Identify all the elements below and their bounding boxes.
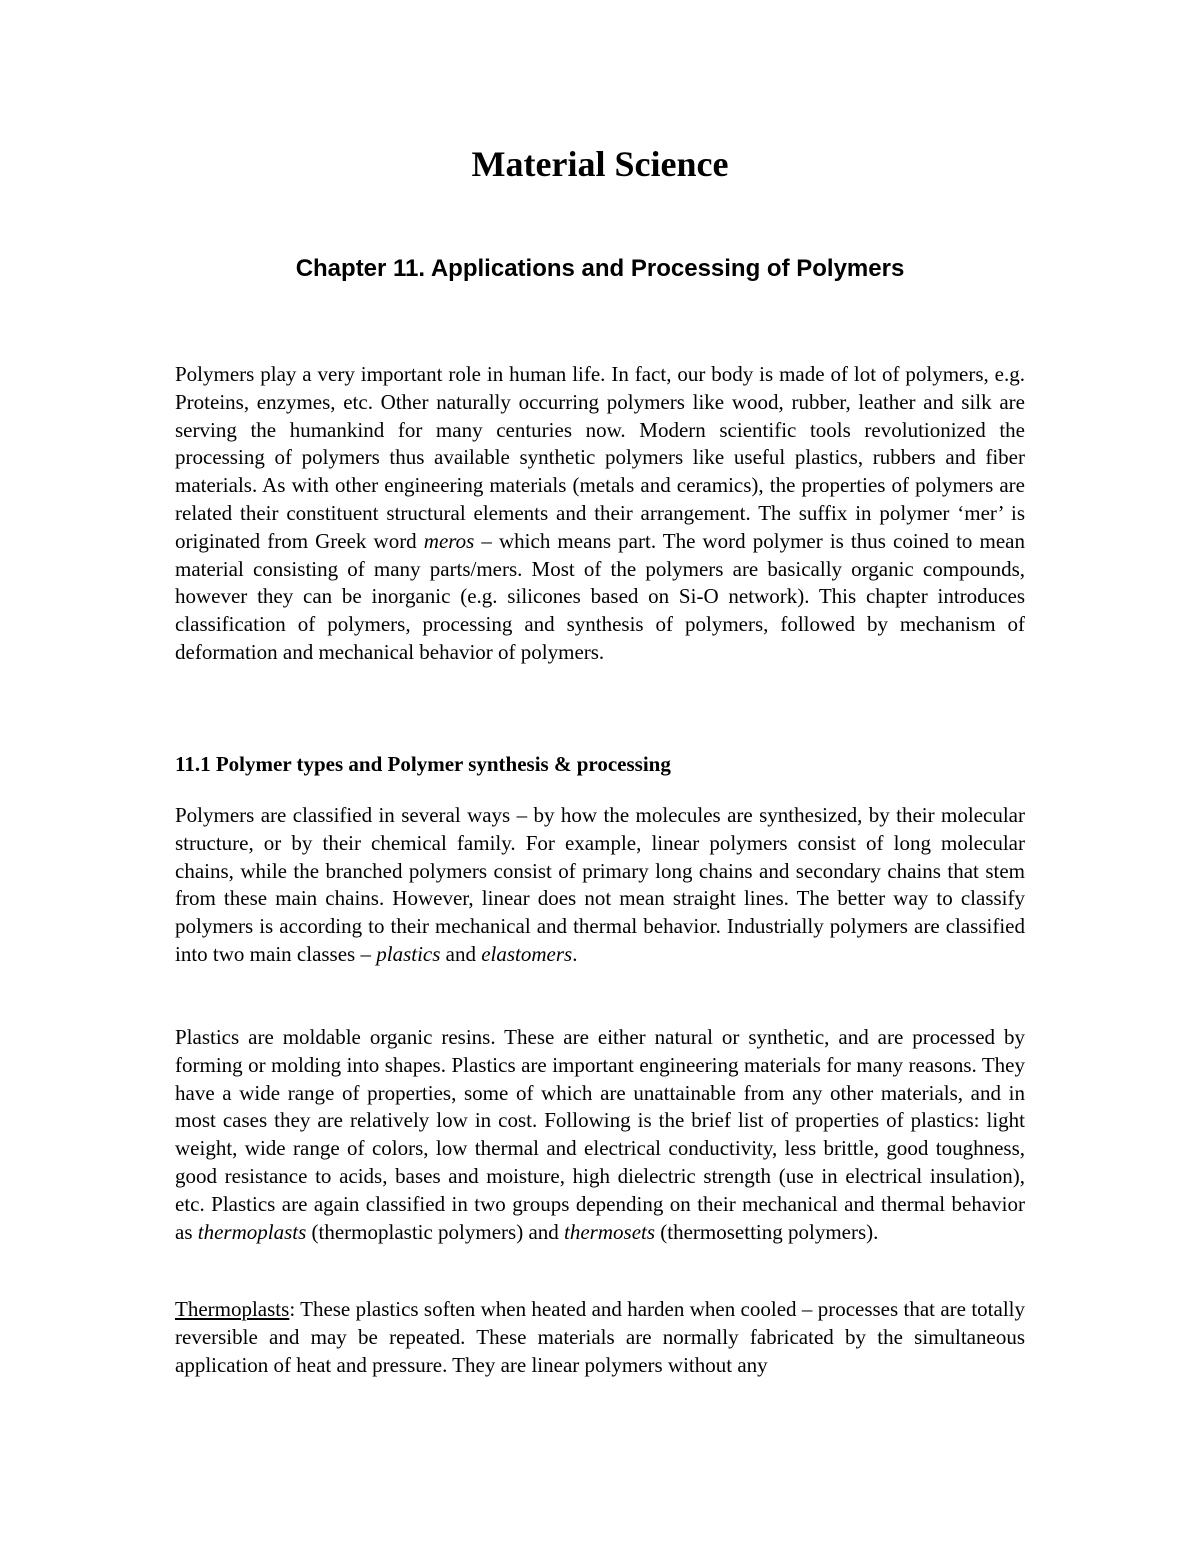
classification-paragraph	[175, 802, 1025, 969]
classification-italic-plastics: plastics	[376, 941, 441, 966]
thermoplasts-text: : These plastics soften when heated and harden when cooled – processes that are totally reversible and may be repeated. These materials are normally fabricated by the simultaneous application of heat and pressure. They are linear polymers without any	[175, 1297, 1025, 1377]
classification-and: and	[440, 941, 482, 966]
thermoplasts-term: Thermoplasts	[175, 1297, 290, 1321]
chapter-title: Chapter 11. Applications and Processing of Polymers	[295, 255, 905, 282]
plastics-paragraph	[175, 1024, 1025, 1246]
plastics-end: (thermosetting polymers).	[655, 1219, 879, 1244]
plastics-italic-thermosets: thermosets	[564, 1219, 656, 1244]
classification-text: Polymers are classified in several ways – by how the molecules are synthesized, by their molecular structure, or by their chemical family. For example, linear polymers consist of long molecular chains, while the branched polymers consist of primary long chains and secondary chains that stem from these main chains. However, linear does not mean straight lines. The better way to classify polymers is according to their mechanical and thermal behavior. Industrially polymers are classified into two main classes –	[175, 803, 1025, 966]
intro-paragraph	[175, 361, 1025, 667]
intro-italic-meros: meros	[423, 528, 475, 553]
classification-italic-elastomers: elastomers	[481, 941, 573, 966]
document-title: Material Science	[471, 144, 729, 184]
classification-end: .	[572, 941, 578, 966]
thermoplasts-paragraph	[175, 1296, 1025, 1379]
plastics-mid: (thermoplastic polymers) and	[306, 1219, 565, 1244]
intro-text-part2: – which means part. The word polymer is thus coined to mean material consisting of many parts/mers. Most of the polymers are basically organic compounds, however they can be inorganic (e.g. silicones based on Si-O network). This chapter introduces classification of polymers, processing and synthesis of polymers, followed by mechanism of deformation and mechanical behavior of polymers.	[175, 528, 1025, 664]
section-heading: 11.1 Polymer types and Polymer synthesis & processing	[175, 752, 671, 776]
intro-text-part1: Polymers play a very important role in human life. In fact, our body is made of lot of polymers, e.g. Proteins, enzymes, etc. Other naturally occurring polymers like wood, rubber, leather and silk are serving the humankind for many centuries now. Modern scientific tools revolutionized the processing of polymers thus available synthetic polymers like useful plastics, rubbers and fiber materials. As with other engineering materials (metals and ceramics), the properties of polymers are related their constituent structural elements and their arrangement. The suffix in polymer ‘mer’ is originated from Greek word	[175, 362, 1025, 553]
plastics-italic-thermoplasts: thermoplasts	[197, 1219, 307, 1244]
plastics-text: Plastics are moldable organic resins. These are either natural or synthetic, and are processed by forming or molding into shapes. Plastics are important engineering materials for many reasons. They have a wide range of properties, some of which are unattainable from any other materials, and in most cases they are relatively low in cost. Following is the brief list of properties of plastics: light weight, wide range of colors, low thermal and electrical conductivity, less brittle, good toughness, good resistance to acids, bases and moisture, high dielectric strength (use in electrical insulation), etc. Plastics are again classified in two groups depending on their mechanical and thermal behavior as	[175, 1025, 1025, 1244]
